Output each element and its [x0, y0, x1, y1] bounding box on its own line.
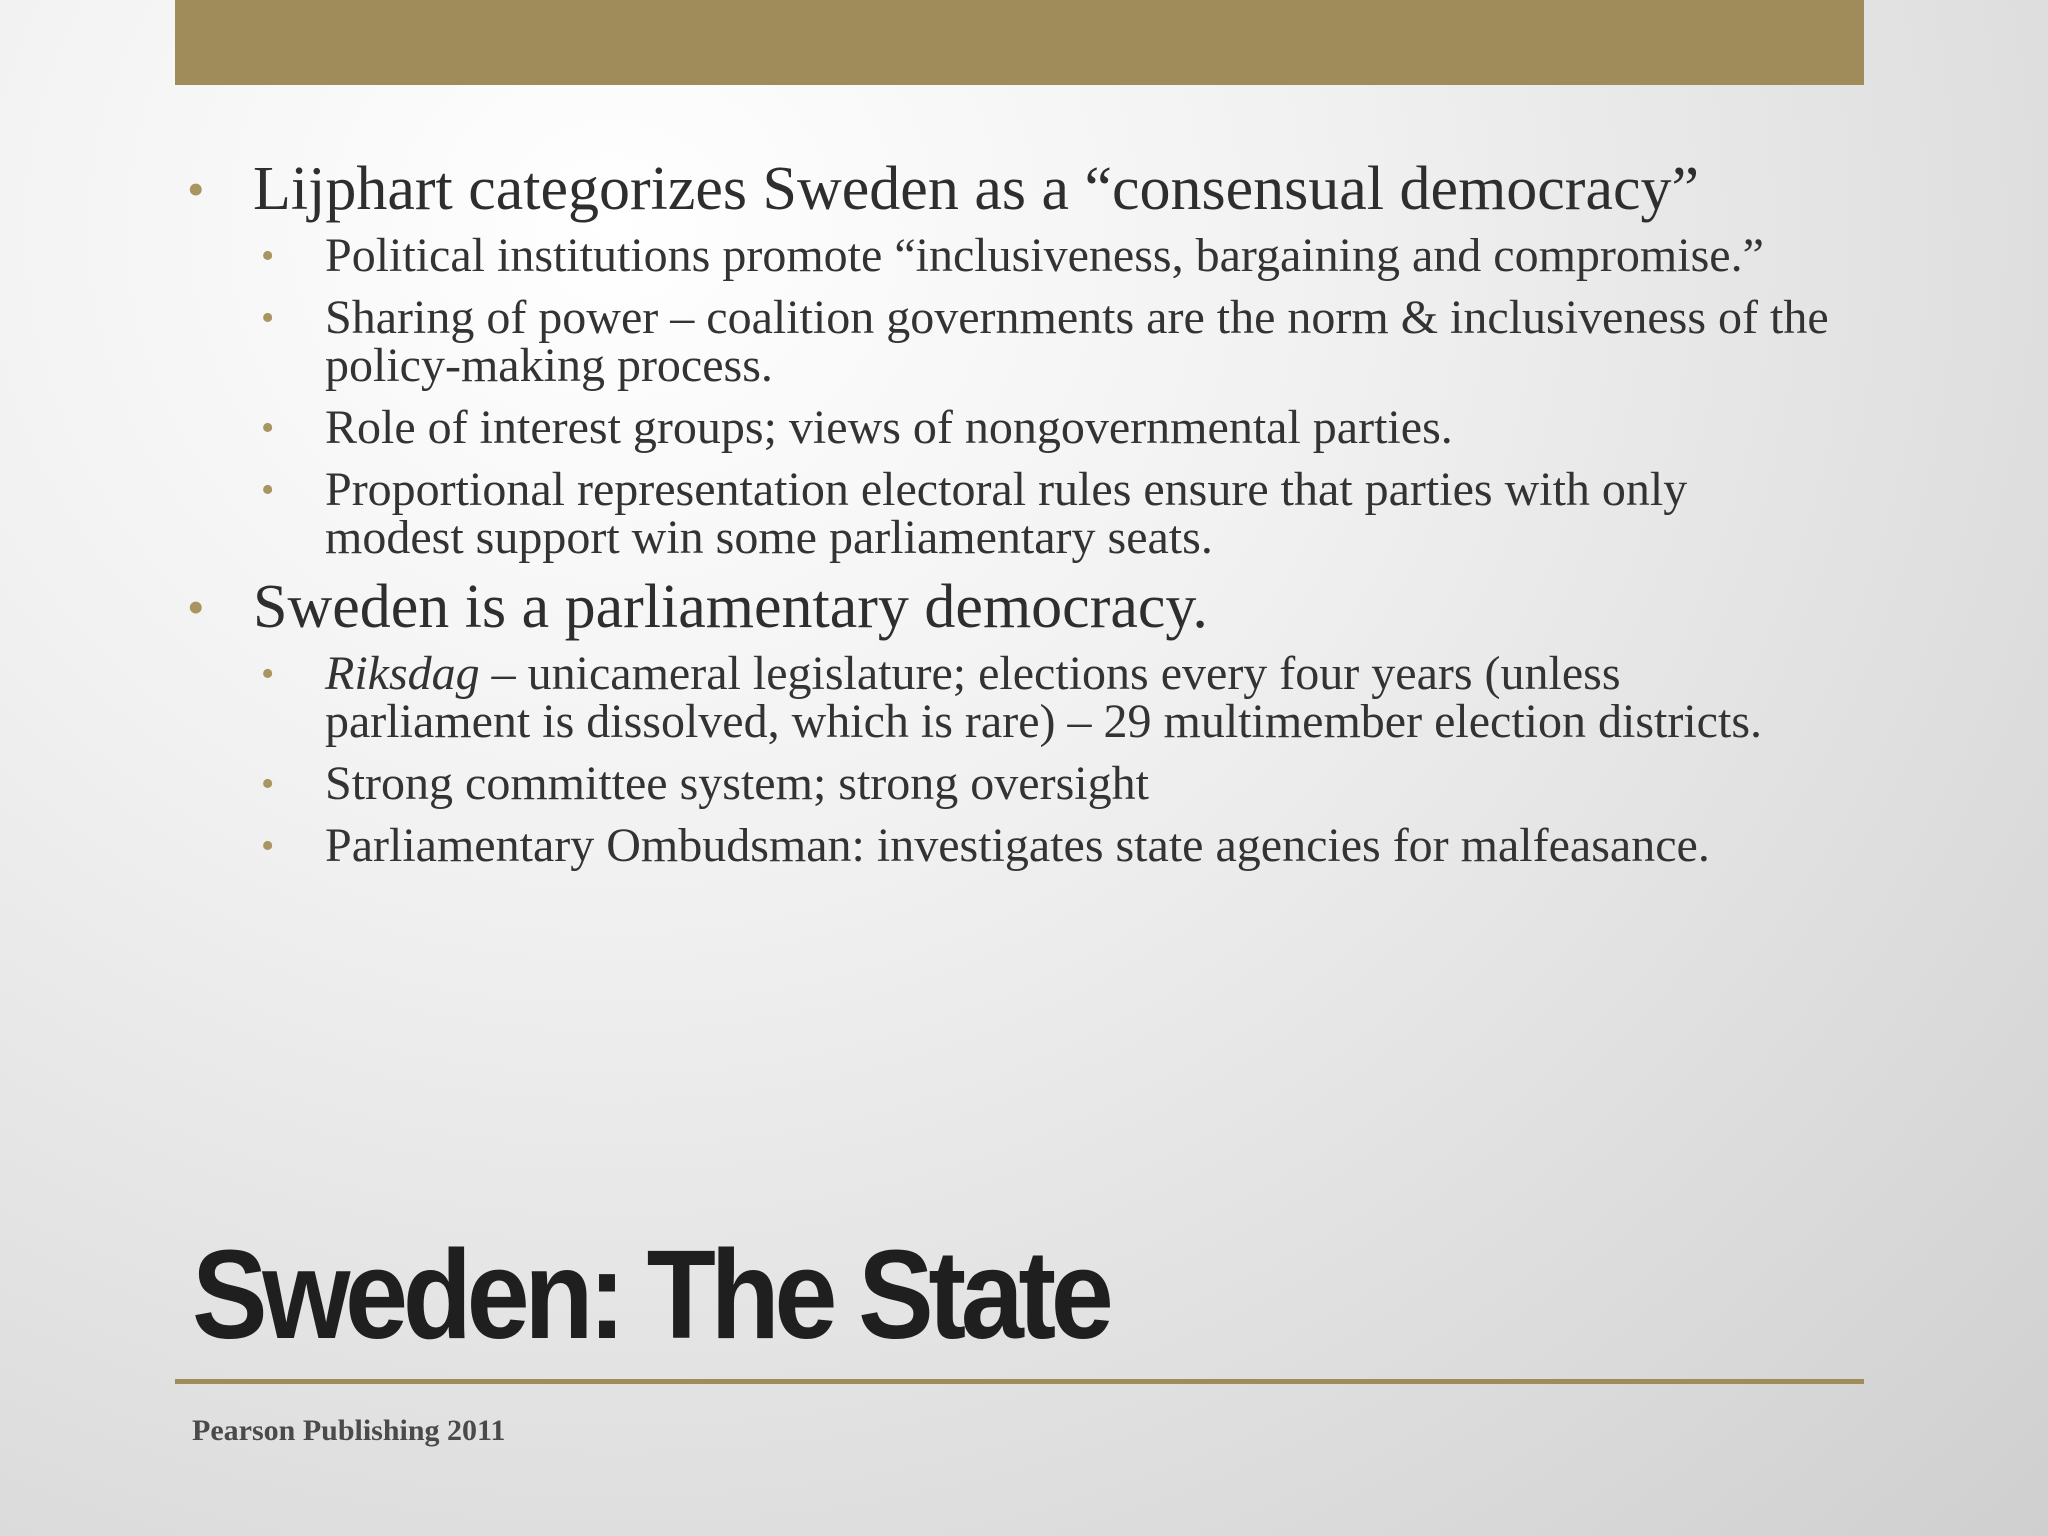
bullet-text: Lijphart categorizes Sweden as a “consensual democracy” [253, 155, 1700, 223]
bullet-icon: • [261, 407, 275, 449]
sub-bullet-list [185, 229, 1835, 564]
sub-bullet-item [185, 229, 1835, 282]
bullet-item [185, 573, 1835, 641]
sub-bullet-item [185, 291, 1835, 392]
bullet-item [185, 155, 1835, 223]
sub-bullet-text: Strong committee system; strong oversight [325, 757, 1149, 810]
sub-bullet-item [185, 647, 1835, 748]
bullet-icon: • [261, 825, 275, 867]
slide-title: Sweden: The State [192, 1224, 1109, 1365]
sub-bullet-item [185, 463, 1835, 564]
footer-text: Pearson Publishing 2011 [192, 1414, 506, 1447]
sub-bullet-text: Proportional representation electoral rules ensure that parties with only modest support win some parliamentary seats. [325, 463, 1688, 564]
sub-bullet-item [185, 757, 1835, 810]
bullet-icon: • [261, 469, 275, 511]
title-rule [175, 1379, 1864, 1384]
bullet-icon: • [261, 235, 275, 277]
sub-bullet-item [185, 819, 1835, 872]
bullet-icon: • [261, 297, 275, 339]
bullet-list [185, 155, 1835, 886]
bullet-icon: • [261, 653, 275, 695]
sub-bullet-text: Political institutions promote “inclusiveness, bargaining and compromise.” [325, 229, 1764, 282]
sub-bullet-list [185, 647, 1835, 872]
bullet-icon: • [187, 161, 205, 217]
sub-bullet-text: Sharing of power – coalition governments are the norm & inclusiveness of the policy-making process. [325, 291, 1829, 392]
bullet-icon: • [187, 579, 205, 635]
sub-bullet-text: Role of interest groups; views of nongovernmental parties. [325, 401, 1453, 454]
top-accent-bar [175, 0, 1864, 85]
sub-bullet-item [185, 401, 1835, 454]
sub-bullet-text: Parliamentary Ombudsman: investigates state agencies for malfeasance. [325, 819, 1710, 872]
bullet-text: Sweden is a parliamentary democracy. [253, 573, 1208, 641]
riksdag-term: Riksdag [325, 647, 480, 700]
bullet-icon: • [261, 763, 275, 805]
sub-bullet-text: – unicameral legislature; elections every four years (unless parliament is dissolved, which is rare) – 29 multimember election districts. [325, 647, 1762, 748]
